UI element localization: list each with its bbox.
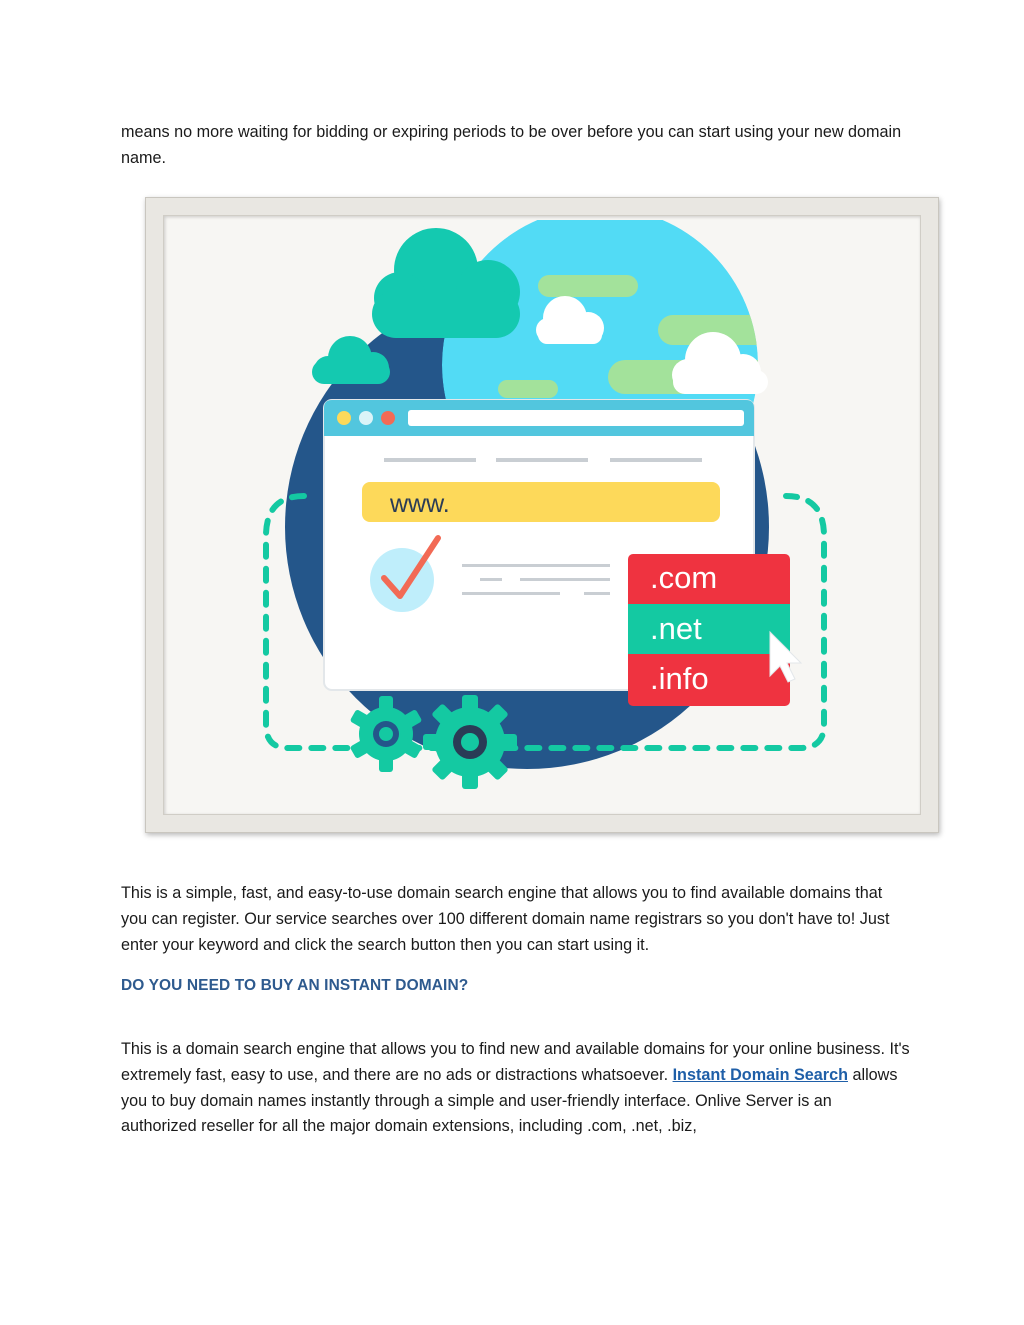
about-paragraph: This is a simple, fast, and easy-to-use domain search engine that allows you to find available domains that you can register. Our service searches over 100 different domain name registrars so you don't have to! Just enter your keyword and click the search button then you can start using it.: [121, 884, 890, 954]
extension-info: .info: [650, 661, 709, 696]
illustration-frame: [145, 197, 939, 833]
illustration-mat: [163, 215, 921, 815]
extension-com: .com: [650, 560, 718, 595]
section-heading: DO YOU NEED TO BUY AN INSTANT DOMAIN?: [121, 977, 469, 994]
domain-search-illustration: [168, 220, 918, 816]
details-text-start: This is a domain search engine that allows you to find new and available domains for your online business. It's extremely fast, easy to use, and there are no ads or distractions whatsoever.: [121, 1040, 910, 1084]
url-bar-text: www.: [390, 490, 450, 518]
extension-net: .net: [650, 611, 702, 646]
intro-paragraph: means no more waiting for bidding or expiring periods to be over before you can start using your new domain name.: [121, 123, 902, 167]
domain-extensions-list: [628, 554, 801, 706]
details-paragraph: [121, 1037, 911, 1140]
instant-domain-search-link[interactable]: Instant Domain Search: [672, 1065, 848, 1084]
details-text-end: allows you to buy domain names instantly through a simple and user-friendly interface. Onlive Server is an authorized reseller for all the major domain extensions, including .com, .net, .biz,: [121, 1065, 898, 1136]
